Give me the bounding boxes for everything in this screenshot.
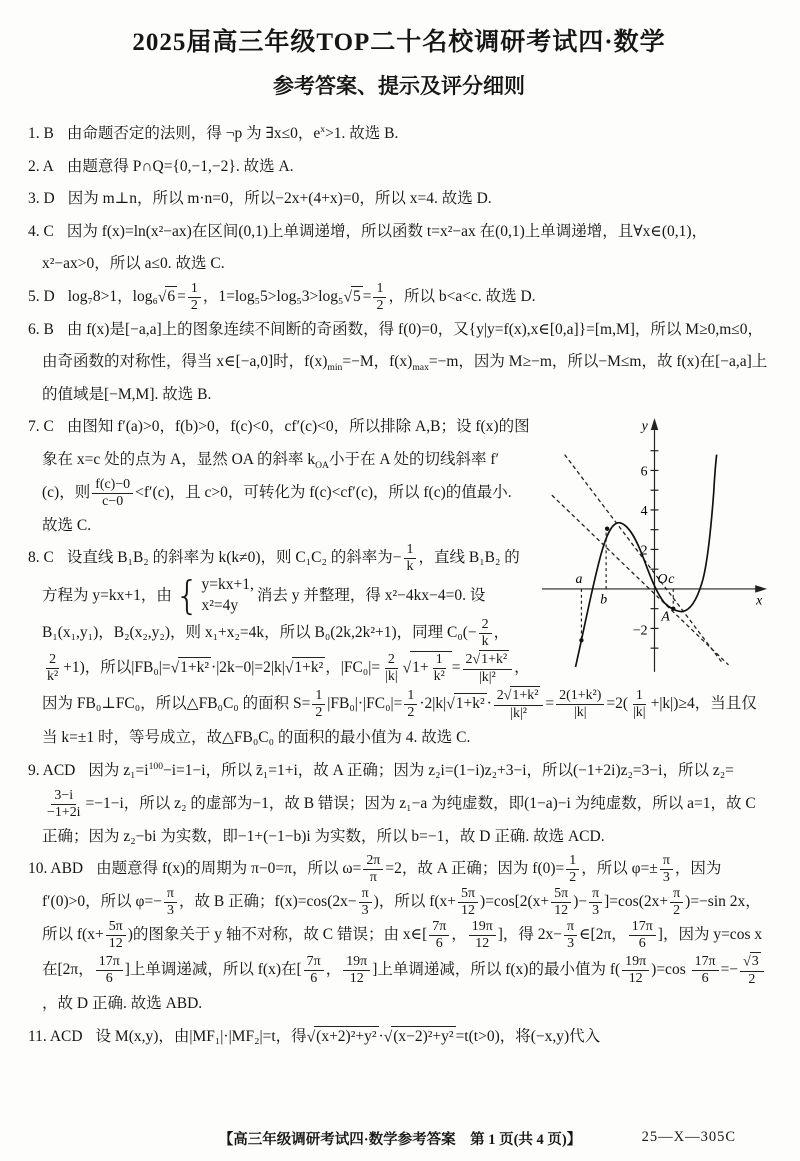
answer-body: 由题意得 f(x)的周期为 π−0=π，所以 ω= $\frac{2\pi}{\pi}$ =2，故 A 正确；因为 f(0)= $\frac{1}{2}$ ，所以 φ=± $\frac{\pi}{3}$ ，因为 f′(0)>0，所以 φ=− $\frac{\pi}{3}$ ，故 B 正确；f(x)=cos(2x− $\frac{\pi}{3}$ )，所以 f(x+ $\frac{5\pi}{12}$ )=cos[2(x+ $\frac{5\pi}{12}$ )− $\frac{\pi}{3}$ ]=cos(2x+ $\frac{\pi}{2}$ )=−sin 2x，所以 f(x+ $\frac{5\pi}{12}$ )的图象关于 y 轴不对称，故 C 错误；由 x∈[ $\frac{7\pi}{6}$ ， $\frac{19\pi}{12}$ ]，得 2x− $\frac{\pi}{3}$ ∈[2π， $\frac{17\pi}{6}$ ]，因为 y=cos x 在[2π， $\frac{17\pi}{6}$ ]上单调递减，所以 f(x)在[ $\frac{7\pi}{6}$ ， $\frac{19\pi}{12}$ ]上单调递减，所以 f(x)的最小值为 f( $\frac{19\pi}{12}$ )=cos $\frac{17\pi}{6}$ =− $\frac{√3}{2}$ ，故 D 正确. 故选 ABD. [42, 853, 763, 1013]
axis-label-x: x [756, 593, 763, 609]
answer-label: 5. D [28, 287, 55, 305]
label-a: a [575, 571, 583, 587]
answer-label: 1. B [28, 125, 54, 142]
answer-body: log₇8>1，log₆√6 = $\frac{1}{2}$ ，1=log₅5>log₅3>log₅√5 = $\frac{1}{2}$ ，所以 b<a<c. 故选 D. [67, 280, 536, 313]
answer-body: 由题意得 P∩Q={0,−1,−2}. 故选 A. [66, 157, 294, 175]
answer-label: 7. C [28, 418, 54, 436]
answer-item [28, 151, 770, 184]
answer-item [28, 183, 770, 216]
answer-label: 6. B [28, 320, 54, 338]
answer-label: 4. C [28, 222, 54, 240]
answer-item [28, 755, 770, 853]
function-graph [538, 413, 770, 675]
tick-label-4: 4 [640, 503, 648, 519]
answer-label: 10. ABD [28, 860, 84, 878]
answer-key-content [28, 118, 770, 1054]
label-b: b [600, 592, 608, 608]
answer-item [28, 314, 770, 412]
answer-body: 由图知 f′(a)>0，f(b)>0，f(c)<0，cf′(c)<0，所以排除 A,B；设 f(x)的图象在 x=c 处的点为 A，显然 OA 的斜率 $k_{OA}$小于在 A 处的切线斜率 f′(c)，则 $\frac{f(c)-0}{c-0}$ <f′(c)，且 c>0，可转化为 f(c)<cf′(c)，所以 f(c)的值最小. 故选 C. [42, 418, 530, 534]
answer-item [28, 216, 770, 281]
footer-text: 【高三年级调研考试四·数学参考答案 第 1 页(共 4 页)】 [218, 1132, 582, 1148]
answer-body: 因为 f(x)=ln(x²−ax)在区间(0,1)上单调递增，所以函数 t=x²−ax 在(0,1)上单调递增，且∀x∈(0,1)，x²−ax>0，所以 a≤0. 故选 C. [42, 222, 708, 273]
answer-body: 因为 $z_1=i^{100}-i=1-i$，所以 z̄₁=1+i，故 A 正确；因为 z₂i=(1−i)z₂+3−i，所以(−1+2i)z₂=3−i，所以 z₂= $\frac{3-i}{-1+2i}$ =−1−i，所以 z₂ 的虚部为−1，故 B 错误；因为 z₁−a 为纯虚数，即(1−a)−i 为纯虚数，所以 a=1，故 C 正确；因为 z₂−bi 为实数，即−1+(−1−b)i 为实数，所以 b=−1，故 D 正确. 故选 ACD. [42, 760, 756, 845]
y-axis-arrow-icon [651, 419, 659, 431]
tick-label-2: 2 [640, 542, 648, 558]
page-footer [0, 1128, 800, 1149]
label-c: c [668, 571, 675, 587]
page-title: 2025届高三年级TOP二十名校调研考试四·数学 [132, 29, 666, 56]
answer-label: 11. ACD [28, 1028, 83, 1046]
axis-label-y: y [641, 418, 648, 434]
function-graph-figure [538, 413, 770, 675]
answer-body: 因为 m⊥n，所以 m·n=0，所以−2x+(4+x)=0，所以 x=4. 故选 D. [67, 190, 492, 208]
answer-label: 8. C [28, 549, 54, 567]
answer-item [28, 281, 770, 314]
x-axis-arrow-icon [755, 586, 767, 594]
point-on-curve-b [605, 527, 609, 531]
answer-item [28, 853, 770, 1021]
answer-label: 2. A [28, 157, 54, 175]
label-origin: O [657, 571, 668, 587]
answer-body: 由命题否定的法则，得 ¬p 为 ∃x≤0，$e^x>1$. 故选 B. [66, 123, 399, 142]
answer-body: 设 M(x,y)，由|MF₁|·|MF₂|=t，得√(x+2)²+y² ·√(x−2)²+y² =t(t>0)，将(−x,y)代入 [95, 1028, 601, 1046]
answer-body: 设直线 B₁B₂ 的斜率为 k(k≠0)，则 C₁C₂ 的斜率为− $\frac{1}{k}$ ，直线 B₁B₂ 的方程为 y=kx+1，由 { y=kx+1, x²=4y 消去 y 并整理，得 x²−4kx−4=0. 设 B₁(x₁,y₁)，B₂(x₂,y₂)，则 x₁+x₂=4k，所以 B₀(2k,2k²+1)，同理 C₀(− $\frac{2}{k}$ ， $\frac{2}{\text{k²}}$ +1)，所以|FB₀|=√1+k² ·|2k−0|=2|k|√1+k² ，|FC₀|= $\frac{2}{|k|}$ √1+ $\frac{1}{\text{k²}}$ = $\frac{\text{2√1+k²}}{\text{|k|²}}$ ，因为 FB₀⊥FC₀，所以△FB₀C₀ 的面积 S= $\frac{1}{2}$ |FB₀|·|FC₀|= $\frac{1}{2}$ ·2|k|√1+k² · $\frac{\text{2√1+k²}}{\text{|k|²}}$ = $\frac{\text{2(1+k²)}}{|k|}$ =2( $\frac{1}{|k|}$ +|k|)≥4，当且仅当 k=±1 时，等号成立，故△FB₀C₀ 的面积的最小值为 4. 故选 C. [42, 542, 757, 747]
answers-group-3 [28, 755, 770, 1054]
label-A: A [661, 608, 670, 624]
answers-group-1 [28, 118, 770, 411]
answer-body: 由 f(x)是[−a,a]上的图象连续不间断的奇函数，得 f(0)=0，又{y|y=f(x),x∈[0,a]}=[m,M]，所以 M≥0,m≤0，由奇函数的对称性，得当 x∈[−a,0]时，$f(x)_{min}=-M$，$f(x)_{max}=-m$，因为 M≥−m，所以−M≤m，故 f(x)在[−a,a]上的值域是[−M,M]. 故选 B. [42, 320, 768, 403]
tick-label-6: 6 [640, 463, 648, 479]
answer-item [28, 118, 770, 151]
answer-label: 3. D [28, 190, 55, 208]
answers-group-2-wrap [28, 411, 770, 755]
page-subtitle: 参考答案、提示及评分细则 [273, 74, 525, 98]
tick-label-neg2: −2 [632, 622, 648, 638]
answer-item [28, 1021, 770, 1054]
answer-label: 9. ACD [28, 761, 76, 779]
point-A [671, 607, 675, 611]
footer-code: 25—X—305C [641, 1129, 736, 1145]
point-on-curve-a [579, 639, 583, 643]
